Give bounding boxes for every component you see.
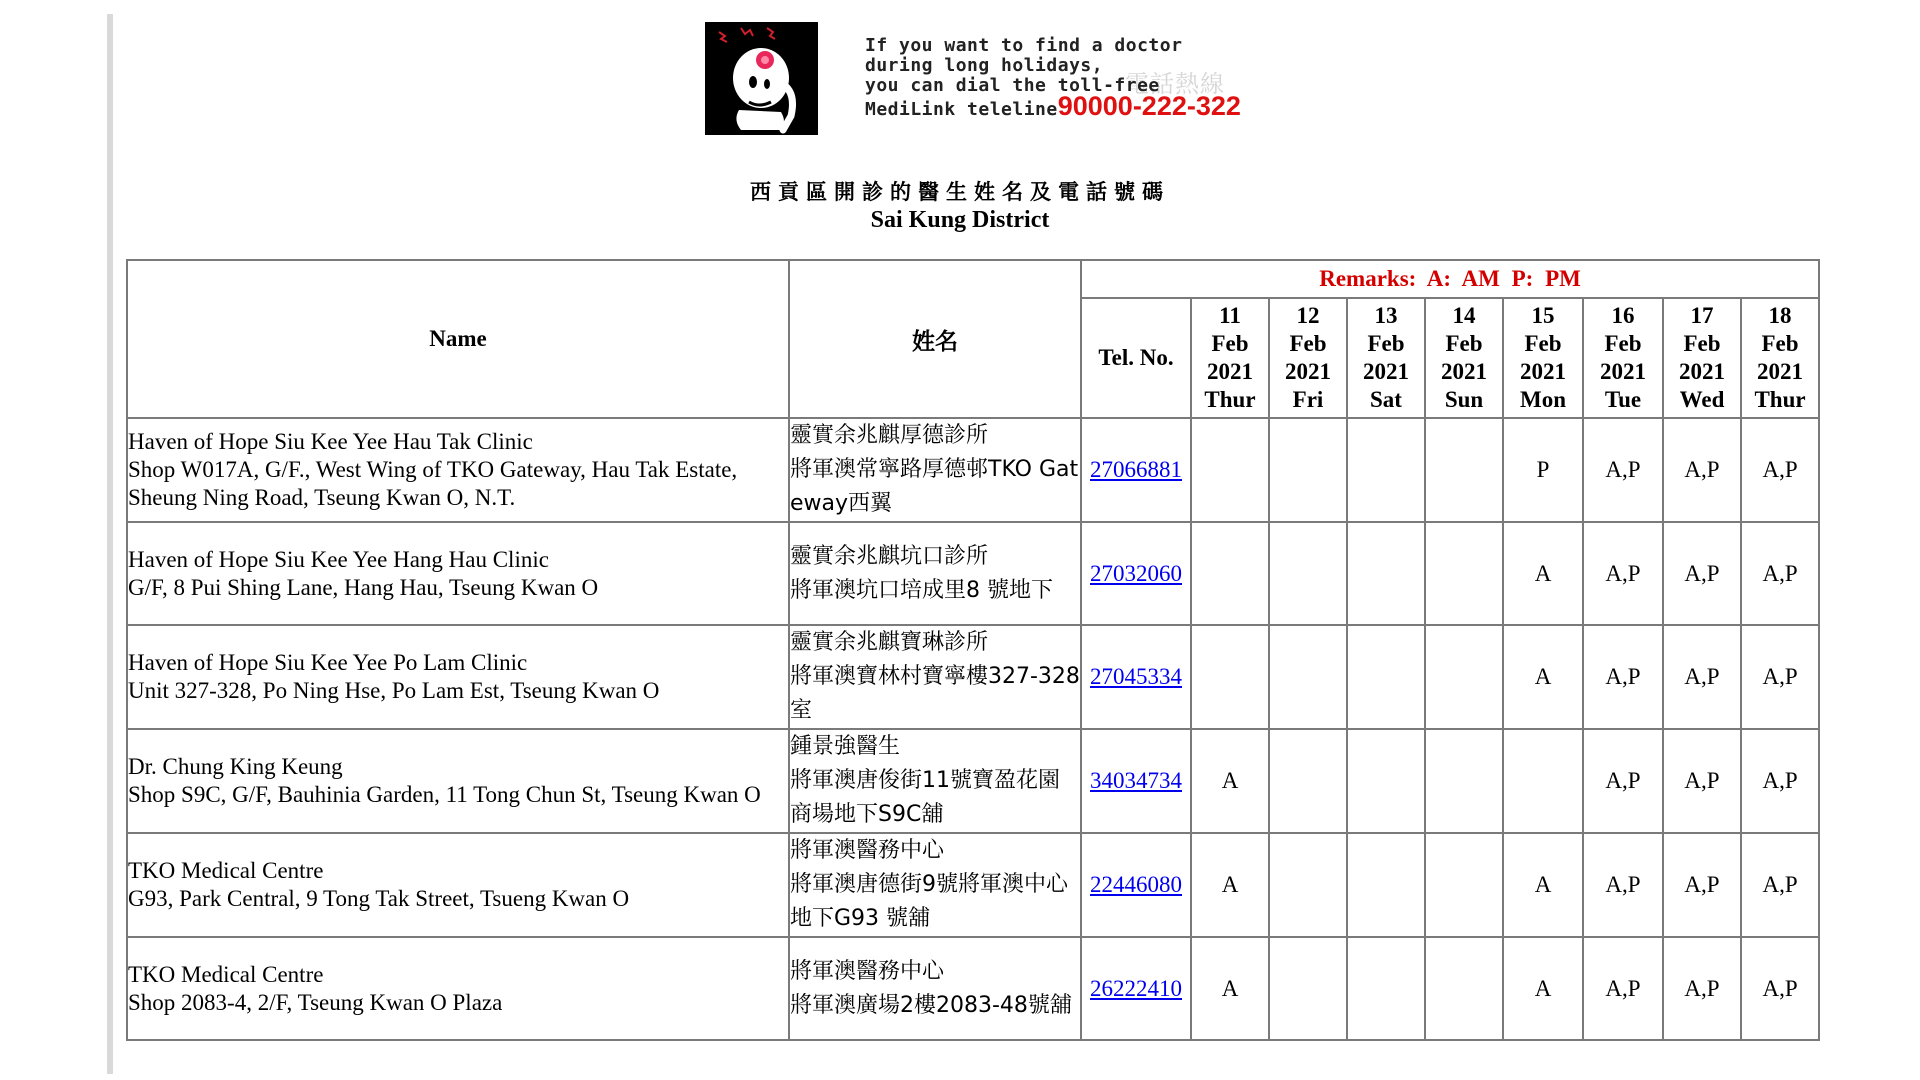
banner-line: during long holidays,	[865, 55, 1104, 76]
date-header-month: Feb	[1367, 331, 1405, 356]
table-row	[127, 418, 1819, 522]
date-header-weekday: Wed	[1679, 387, 1725, 412]
date-header-weekday: Thur	[1204, 387, 1256, 412]
date-header	[1347, 298, 1425, 418]
session-cell: P	[1503, 418, 1583, 522]
session-cell: A,P	[1663, 729, 1741, 833]
district-heading-chinese: 西貢區開診的醫生姓名及電話號碼	[750, 180, 1170, 204]
date-header-weekday: Thur	[1754, 387, 1806, 412]
date-header-day: 17	[1690, 303, 1714, 328]
table-row	[127, 833, 1819, 937]
date-header-month: Feb	[1211, 331, 1249, 356]
date-header-year: 2021	[1679, 359, 1725, 384]
clinic-name-cell	[127, 418, 789, 522]
session-cell	[1347, 937, 1425, 1040]
clinic-name: Haven of Hope Siu Kee Yee Po Lam Clinic	[128, 650, 528, 675]
clinic-name-cell	[127, 937, 789, 1040]
clinic-name: Haven of Hope Siu Kee Yee Hau Tak Clinic	[128, 429, 533, 454]
session-cell: A	[1503, 937, 1583, 1040]
column-header-chinese-name: 姓名	[789, 260, 1081, 418]
table-row	[127, 625, 1819, 729]
clinic-chinese-cell	[789, 625, 1081, 729]
tel-link[interactable]: 27066881	[1090, 457, 1182, 482]
clinic-chinese-name: 將軍澳醫務中心	[790, 958, 945, 984]
session-cell: A,P	[1583, 833, 1663, 937]
left-border-rule	[107, 14, 113, 1074]
clinic-chinese-cell	[789, 522, 1081, 625]
session-cell	[1347, 522, 1425, 625]
clinic-name: TKO Medical Centre	[128, 961, 324, 987]
clinic-chinese-address: 將軍澳常寧路厚德邨TKO Gateway西翼	[790, 457, 1079, 516]
session-cell: A,P	[1583, 937, 1663, 1040]
tel-cell	[1081, 729, 1191, 833]
session-cell: A	[1191, 833, 1269, 937]
date-header-weekday: Fri	[1292, 387, 1324, 412]
date-header-month: Feb	[1445, 331, 1483, 356]
banner-phone-number: 90000-222-322	[1057, 91, 1241, 121]
date-header-month: Feb	[1683, 331, 1721, 356]
session-cell: A	[1503, 625, 1583, 729]
session-cell: A,P	[1583, 729, 1663, 833]
tel-link[interactable]: 22446080	[1090, 872, 1182, 897]
session-cell: A,P	[1663, 937, 1741, 1040]
schedule-rows	[127, 418, 1819, 1040]
session-cell	[1347, 729, 1425, 833]
session-cell: A,P	[1663, 625, 1741, 729]
column-header-tel: Tel. No.	[1081, 298, 1191, 418]
tel-cell	[1081, 937, 1191, 1040]
banner-line: If you want to find a doctor	[865, 35, 1183, 56]
table-row	[127, 729, 1819, 833]
session-cell: A	[1503, 833, 1583, 937]
session-cell	[1269, 625, 1347, 729]
session-cell	[1425, 729, 1503, 833]
column-header-name: Name	[127, 260, 789, 418]
session-cell: A	[1191, 729, 1269, 833]
date-header-weekday: Tue	[1604, 387, 1642, 412]
session-cell: A,P	[1583, 625, 1663, 729]
banner-teleline-label: MediLink teleline	[865, 99, 1058, 120]
district-heading-english: Sai Kung District	[870, 207, 1050, 233]
session-cell: A,P	[1663, 418, 1741, 522]
tel-link[interactable]: 26222410	[1090, 975, 1182, 1001]
clinic-name-cell	[127, 833, 789, 937]
doctor-schedule-table	[126, 259, 1820, 1041]
session-cell	[1425, 833, 1503, 937]
tel-link[interactable]: 27045334	[1090, 664, 1182, 689]
clinic-chinese-cell	[789, 418, 1081, 522]
date-header	[1663, 298, 1741, 418]
date-header-day: 11	[1219, 303, 1241, 328]
date-header-year: 2021	[1363, 359, 1409, 384]
session-cell: A	[1503, 522, 1583, 625]
clinic-chinese-address: 將軍澳坑口培成里8 號地下	[790, 577, 1053, 603]
date-header-year: 2021	[1520, 359, 1566, 384]
clinic-name-cell	[127, 522, 789, 625]
session-cell	[1269, 833, 1347, 937]
session-cell: A,P	[1663, 522, 1741, 625]
date-header-day: 14	[1452, 303, 1476, 328]
clinic-chinese-name: 靈實余兆麒坑口診所	[790, 543, 989, 569]
date-header	[1741, 298, 1819, 418]
date-header-year: 2021	[1757, 359, 1804, 384]
date-header-year: 2021	[1600, 359, 1646, 384]
tel-cell	[1081, 833, 1191, 937]
session-cell	[1269, 937, 1347, 1040]
date-header-day: 16	[1611, 303, 1635, 328]
clinic-address: Shop S9C, G/F, Bauhinia Garden, 11 Tong Chun St, Tseung Kwan O	[128, 782, 761, 807]
clinic-chinese-name: 靈實余兆麒厚德診所	[790, 423, 989, 448]
session-cell: A,P	[1741, 418, 1819, 522]
date-header	[1191, 298, 1269, 418]
clinic-chinese-address: 將軍澳廣場2樓2083-48號舖	[790, 992, 1072, 1018]
clinic-address: Shop W017A, G/F., West Wing of TKO Gateway, Hau Tak Estate, Sheung Ning Road, Tseung Kwan O, N.T.	[128, 457, 738, 510]
clinic-address: G93, Park Central, 9 Tong Tak Street, Tsueng Kwan O	[128, 886, 630, 911]
date-header-year: 2021	[1441, 359, 1487, 384]
session-cell	[1425, 418, 1503, 522]
date-header-day: 12	[1296, 303, 1320, 328]
date-header-day: 13	[1374, 303, 1398, 328]
date-header-year: 2021	[1207, 359, 1253, 384]
banner-message	[865, 36, 1241, 120]
clinic-chinese-cell	[789, 833, 1081, 937]
date-header	[1583, 298, 1663, 418]
clinic-address: Unit 327-328, Po Ning Hse, Po Lam Est, Tseung Kwan O	[128, 678, 660, 703]
clinic-chinese-address: 將軍澳唐俊街11號寶盈花園商場地下S9C舖	[790, 768, 1060, 827]
tel-cell	[1081, 522, 1191, 625]
banner-line: you can dial the toll-free	[865, 75, 1160, 96]
session-cell	[1191, 522, 1269, 625]
session-cell	[1503, 729, 1583, 833]
session-cell: A,P	[1583, 522, 1663, 625]
session-cell: A,P	[1741, 937, 1819, 1040]
session-cell	[1347, 418, 1425, 522]
clinic-chinese-cell	[789, 937, 1081, 1040]
session-cell: A,P	[1663, 833, 1741, 937]
clinic-name: Dr. Chung King Keung	[128, 754, 343, 779]
banner-faded-text: 電話熱線	[1125, 70, 1225, 98]
clinic-name: Haven of Hope Siu Kee Yee Hang Hau Clinic	[128, 546, 549, 572]
medilink-banner	[705, 22, 1255, 137]
banner-line	[865, 91, 1241, 121]
session-cell	[1269, 418, 1347, 522]
date-header-month: Feb	[1604, 331, 1642, 356]
session-cell	[1425, 522, 1503, 625]
clinic-chinese-name: 將軍澳醫務中心	[790, 838, 945, 863]
clinic-chinese-name: 靈實余兆麒寶琳診所	[790, 630, 989, 655]
date-header-month: Feb	[1289, 331, 1327, 356]
date-header-weekday: Sun	[1444, 387, 1484, 412]
session-cell	[1425, 625, 1503, 729]
session-cell	[1269, 729, 1347, 833]
date-header-month: Feb	[1524, 331, 1562, 356]
date-header-month: Feb	[1761, 331, 1799, 356]
date-header	[1425, 298, 1503, 418]
date-header-day: 15	[1531, 303, 1555, 328]
tel-cell	[1081, 418, 1191, 522]
session-cell	[1191, 418, 1269, 522]
session-cell	[1191, 625, 1269, 729]
clinic-name-cell	[127, 729, 789, 833]
session-cell: A	[1191, 937, 1269, 1040]
table-row	[127, 937, 1819, 1040]
clinic-name: TKO Medical Centre	[128, 858, 324, 883]
session-cell: A,P	[1741, 729, 1819, 833]
date-header-day: 18	[1768, 303, 1792, 328]
clinic-address: G/F, 8 Pui Shing Lane, Hang Hau, Tseung Kwan O	[128, 574, 599, 600]
tel-link[interactable]: 27032060	[1090, 560, 1182, 586]
session-cell: A,P	[1741, 833, 1819, 937]
tel-link[interactable]: 34034734	[1090, 768, 1182, 793]
session-cell	[1347, 625, 1425, 729]
session-cell: A,P	[1741, 522, 1819, 625]
headache-doctor-icon	[705, 22, 818, 135]
date-header	[1269, 298, 1347, 418]
date-header-weekday: Mon	[1520, 387, 1566, 412]
date-header-year: 2021	[1285, 359, 1331, 384]
session-cell	[1347, 833, 1425, 937]
session-cell: A,P	[1583, 418, 1663, 522]
tel-cell	[1081, 625, 1191, 729]
date-header	[1503, 298, 1583, 418]
table-row	[127, 522, 1819, 625]
clinic-chinese-name: 鍾景強醫生	[790, 734, 901, 759]
session-cell	[1425, 937, 1503, 1040]
session-cell	[1269, 522, 1347, 625]
clinic-name-cell	[127, 625, 789, 729]
clinic-chinese-address: 將軍澳唐德街9號將軍澳中心地下G93 號舖	[790, 872, 1068, 931]
clinic-chinese-cell	[789, 729, 1081, 833]
remarks-header: Remarks: A: AM P: PM	[1081, 260, 1819, 298]
clinic-address: Shop 2083-4, 2/F, Tseung Kwan O Plaza	[128, 989, 503, 1015]
date-header-weekday: Sat	[1370, 387, 1402, 412]
session-cell: A,P	[1741, 625, 1819, 729]
clinic-chinese-address: 將軍澳寶林村寶寧樓327-328室	[790, 664, 1080, 723]
